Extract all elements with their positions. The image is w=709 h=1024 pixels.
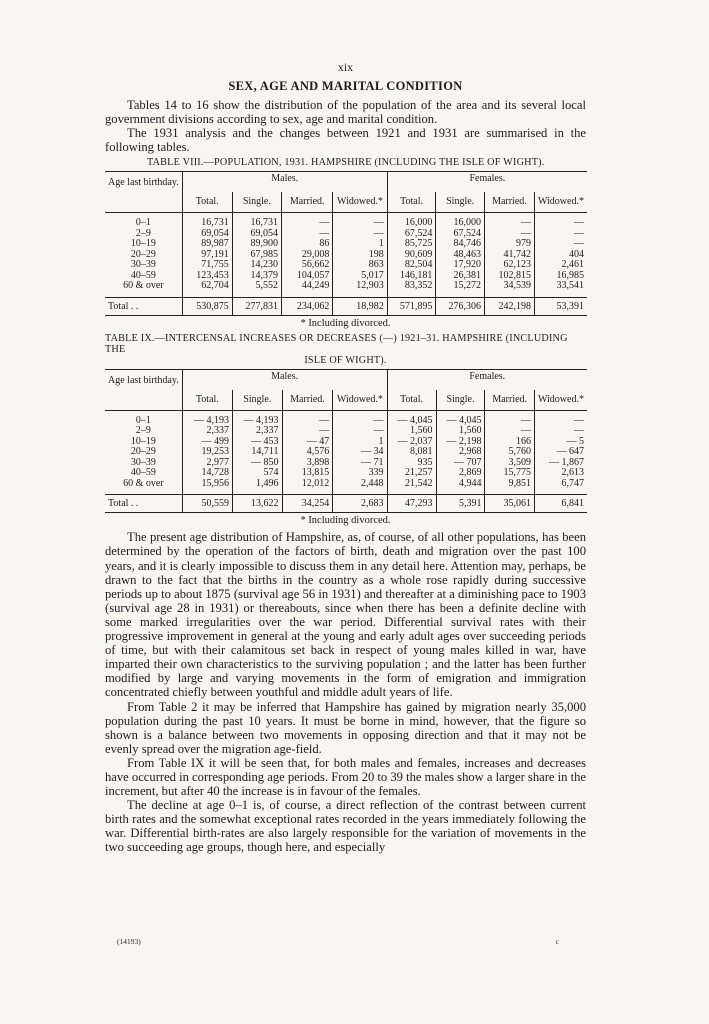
table-cell: — 499 bbox=[182, 437, 232, 448]
table-cell: 40–59 bbox=[130, 269, 156, 281]
table-cell: 15,775 bbox=[485, 468, 534, 479]
table-cell: 12,012 bbox=[282, 479, 333, 490]
print-code: (14193) bbox=[117, 937, 141, 946]
table-cell: 104,057 bbox=[282, 271, 333, 282]
table-cell: 530,875 bbox=[182, 297, 232, 315]
table-cell: 3,509 bbox=[485, 458, 534, 469]
table-cell: 863 bbox=[333, 260, 387, 271]
table-cell: 1 bbox=[333, 437, 387, 448]
table-row bbox=[105, 426, 587, 437]
table-cell: 41,742 bbox=[484, 250, 534, 261]
table-cell: — bbox=[485, 426, 534, 437]
table-cell: 53,391 bbox=[534, 297, 587, 315]
table-cell: 14,728 bbox=[182, 468, 232, 479]
table-cell: 56,662 bbox=[282, 260, 333, 271]
table-cell: — 453 bbox=[232, 437, 282, 448]
table-cell: — 4,193 bbox=[232, 416, 282, 427]
table-row bbox=[105, 229, 587, 240]
table-cell: 62,704 bbox=[182, 281, 232, 292]
table-cell: 5,760 bbox=[485, 447, 534, 458]
table8-males-header: Males. bbox=[182, 172, 387, 193]
intro-paragraph-2: The 1931 analysis and the changes between 1921 and 1931 are summarised in the following tables. bbox=[105, 126, 586, 155]
table-cell: — bbox=[333, 426, 387, 437]
table-cell: 2,977 bbox=[182, 458, 232, 469]
table9-col-header: Widowed.* bbox=[534, 390, 587, 411]
table-cell: — bbox=[534, 218, 587, 229]
table-row bbox=[105, 416, 587, 427]
table-cell: — bbox=[534, 229, 587, 240]
table-cell: 198 bbox=[333, 250, 387, 261]
table-cell: 16,985 bbox=[534, 271, 587, 282]
table-cell: — bbox=[534, 239, 587, 250]
table-cell: — bbox=[282, 426, 333, 437]
table-cell: 26,381 bbox=[436, 271, 485, 282]
table-cell: 9,851 bbox=[485, 479, 534, 490]
page-number: xix bbox=[337, 60, 354, 74]
table9-footnote: * Including divorced. bbox=[300, 515, 391, 527]
table-cell: 2,337 bbox=[232, 426, 282, 437]
table-cell: 35,061 bbox=[485, 495, 534, 513]
table-cell: — 1,867 bbox=[534, 458, 587, 469]
table-cell: 14,379 bbox=[232, 271, 281, 282]
table9-col-header: Married. bbox=[282, 390, 333, 411]
table-cell: 15,272 bbox=[436, 281, 485, 292]
table-cell: 4,944 bbox=[436, 479, 485, 490]
table-cell: 8,081 bbox=[387, 447, 436, 458]
table-cell: 979 bbox=[484, 239, 534, 250]
table9-males-header: Males. bbox=[182, 369, 387, 390]
table-cell: 2,968 bbox=[436, 447, 485, 458]
table-cell: — 647 bbox=[534, 447, 587, 458]
table-cell: 16,000 bbox=[436, 218, 485, 229]
table-cell: 146,181 bbox=[387, 271, 436, 282]
table9-col-header: Single. bbox=[232, 390, 282, 411]
table9 bbox=[105, 369, 587, 514]
table-cell: 4,576 bbox=[282, 447, 333, 458]
table-cell: 67,524 bbox=[387, 229, 436, 240]
table-cell: 50,559 bbox=[182, 495, 232, 513]
table-cell: 2,869 bbox=[436, 468, 485, 479]
table-row bbox=[105, 281, 587, 292]
table8-col-header: Married. bbox=[282, 192, 333, 213]
table-cell: 90,609 bbox=[387, 250, 436, 261]
table-cell: 34,539 bbox=[484, 281, 534, 292]
table-cell: Total . . bbox=[105, 495, 182, 513]
table-cell: 16,731 bbox=[182, 218, 232, 229]
table-cell: 47,293 bbox=[387, 495, 436, 513]
body-paragraph-4: The decline at age 0–1 is, of course, a direct reflection of the contrast between current birth rates and the somewhat exceptional rates recorded in the years immediately following the war. Differential birth-rates are also largely responsible for the variation of movements in the two succeeding age groups, though here, and especially bbox=[105, 798, 586, 855]
intro-paragraph-1: Tables 14 to 16 show the distribution of the population of the area and its several local government divisions according to sex, age and marital condition. bbox=[105, 98, 586, 127]
table-cell: — 47 bbox=[282, 437, 333, 448]
table-cell: 339 bbox=[333, 468, 387, 479]
table-cell: — bbox=[333, 229, 387, 240]
table-cell: 30–39 bbox=[130, 259, 156, 271]
table-cell: 44,249 bbox=[282, 281, 333, 292]
table-cell: 1,560 bbox=[436, 426, 485, 437]
table-cell: 16,000 bbox=[387, 218, 436, 229]
table-cell: 69,054 bbox=[232, 229, 281, 240]
table-cell: — bbox=[484, 218, 534, 229]
table-cell: 97,191 bbox=[182, 250, 232, 261]
table8-caption: TABLE VIII.—POPULATION, 1931. HAMPSHIRE (INCLUDING THE ISLE OF WIGHT). bbox=[147, 157, 545, 169]
table-cell: 20–29 bbox=[130, 248, 156, 260]
table-cell: 14,230 bbox=[232, 260, 281, 271]
table-cell: — bbox=[282, 229, 333, 240]
table8-col-header: Single. bbox=[436, 192, 485, 213]
table-cell: — bbox=[282, 218, 333, 229]
table-cell: — bbox=[534, 416, 587, 427]
table-cell: 15,956 bbox=[182, 479, 232, 490]
table-cell: Total . . bbox=[105, 297, 182, 315]
table-cell: 29,008 bbox=[282, 250, 333, 261]
table-cell: 69,054 bbox=[182, 229, 232, 240]
table-cell: 17,920 bbox=[436, 260, 485, 271]
table9-caption-line2: ISLE OF WIGHT). bbox=[304, 354, 387, 366]
table8-total-row bbox=[105, 297, 587, 315]
table-cell: 60 & over bbox=[123, 280, 164, 292]
table9-caption-line1: TABLE IX.—INTERCENSAL INCREASES OR DECREASES (—) 1921–31. HAMPSHIRE (INCLUDING THE bbox=[105, 332, 568, 355]
table-cell: 82,504 bbox=[387, 260, 436, 271]
table-cell: 10–19 bbox=[130, 435, 156, 447]
table-cell: — 4,045 bbox=[436, 416, 485, 427]
table-cell: 2,683 bbox=[333, 495, 387, 513]
table-cell: 6,747 bbox=[534, 479, 587, 490]
table-cell: 67,524 bbox=[436, 229, 485, 240]
table-cell: — bbox=[484, 229, 534, 240]
table-cell: 234,062 bbox=[282, 297, 333, 315]
table-row bbox=[105, 218, 587, 229]
table-cell: 2,613 bbox=[534, 468, 587, 479]
table-cell: 60 & over bbox=[123, 477, 164, 489]
table8-col-header: Married. bbox=[484, 192, 534, 213]
table-cell: 48,463 bbox=[436, 250, 485, 261]
table-cell: 83,352 bbox=[387, 281, 436, 292]
table-cell: 0–1 bbox=[135, 217, 151, 229]
table-cell: 102,815 bbox=[484, 271, 534, 282]
table-cell: — bbox=[333, 416, 387, 427]
table-cell: 33,541 bbox=[534, 281, 587, 292]
table-cell: 3,898 bbox=[282, 458, 333, 469]
table-cell: — bbox=[534, 426, 587, 437]
table-cell: 18,982 bbox=[333, 297, 387, 315]
table-cell: 1,496 bbox=[232, 479, 282, 490]
table-cell: 21,257 bbox=[387, 468, 436, 479]
table-cell: 13,622 bbox=[232, 495, 282, 513]
table-cell: 85,725 bbox=[387, 239, 436, 250]
table8-col-header: Widowed.* bbox=[333, 192, 387, 213]
table-cell: 21,542 bbox=[387, 479, 436, 490]
table9-age-header: Age last birthday. bbox=[105, 369, 182, 410]
table-cell: 20–29 bbox=[130, 446, 156, 458]
table-cell: 62,123 bbox=[484, 260, 534, 271]
table-cell: 34,254 bbox=[282, 495, 333, 513]
table-row bbox=[105, 479, 587, 490]
table-cell: 13,815 bbox=[282, 468, 333, 479]
table9-col-header: Widowed.* bbox=[333, 390, 387, 411]
table-cell: 84,746 bbox=[436, 239, 485, 250]
table-cell: 5,552 bbox=[232, 281, 281, 292]
table8 bbox=[105, 171, 587, 316]
table-cell: 30–39 bbox=[130, 456, 156, 468]
table-cell: 71,755 bbox=[182, 260, 232, 271]
table-cell: 574 bbox=[232, 468, 282, 479]
table-cell: — 4,193 bbox=[182, 416, 232, 427]
table8-age-header: Age last birthday. bbox=[105, 172, 182, 213]
body-paragraph-1: The present age distribution of Hampshire, as, of course, of all other populations, has been determined by the operation of the factors of birth, death and migration over the past 100 years, and it is clearly impossible to discuss them in any detail here. Attention may, perhaps, be drawn to the fact that the births in the country as a whole rose rapidly during successive periods up to about 1875 (survival age 56 in 1931) and thereafter at a diminishing pace to 1903 (survival age 28 in 1931) or thereabouts, since when there has been a definite decline with some marked irregularities over the war period. Differential survival rates with their progressive improvement in general at the young and early adult ages over succeeding periods of time, but with their calamitous set back in respect of young males killed in war, have imparted their own characteristics to the surviving population ; and the latter has been further modified by large and varying movements in the form of emigration and immigration concentrated chiefly between youthful and middle adult years of life. bbox=[105, 530, 586, 700]
table9-caption bbox=[105, 333, 586, 366]
table-cell: 89,900 bbox=[232, 239, 281, 250]
table-cell: 5,017 bbox=[333, 271, 387, 282]
table-cell: 14,711 bbox=[232, 447, 282, 458]
table-cell: 2,337 bbox=[182, 426, 232, 437]
table8-col-header: Total. bbox=[182, 192, 232, 213]
table-cell: 404 bbox=[534, 250, 587, 261]
table8-col-header: Total. bbox=[387, 192, 436, 213]
table-cell: 2,448 bbox=[333, 479, 387, 490]
table-cell: 276,306 bbox=[436, 297, 485, 315]
table8-col-header: Widowed.* bbox=[534, 192, 587, 213]
table-cell: — bbox=[282, 416, 333, 427]
table9-total-row bbox=[105, 495, 587, 513]
table-cell: — 850 bbox=[232, 458, 282, 469]
table-cell: 40–59 bbox=[130, 467, 156, 479]
table-cell: 12,903 bbox=[333, 281, 387, 292]
table-cell: 166 bbox=[485, 437, 534, 448]
table-cell: 935 bbox=[387, 458, 436, 469]
table-cell: 1 bbox=[333, 239, 387, 250]
table-cell: 16,731 bbox=[232, 218, 281, 229]
table-cell: 2,461 bbox=[534, 260, 587, 271]
table-cell: 89,987 bbox=[182, 239, 232, 250]
table-cell: 123,453 bbox=[182, 271, 232, 282]
table-cell: — 5 bbox=[534, 437, 587, 448]
table-cell: 2–9 bbox=[135, 425, 151, 437]
table-cell: — 4,045 bbox=[387, 416, 436, 427]
table-cell: 1,560 bbox=[387, 426, 436, 437]
table-cell: — 707 bbox=[436, 458, 485, 469]
table-cell: 19,253 bbox=[182, 447, 232, 458]
signature-mark: c bbox=[555, 937, 559, 946]
table-cell: 67,985 bbox=[232, 250, 281, 261]
table-cell: 10–19 bbox=[130, 238, 156, 250]
table-cell: 0–1 bbox=[135, 414, 151, 426]
table-cell: — 71 bbox=[333, 458, 387, 469]
table-cell: — 2,037 bbox=[387, 437, 436, 448]
table-cell: — 34 bbox=[333, 447, 387, 458]
table8-females-header: Females. bbox=[387, 172, 587, 193]
table9-col-header: Single. bbox=[436, 390, 485, 411]
table8-col-header: Single. bbox=[232, 192, 281, 213]
body-paragraph-3: From Table IX it will be seen that, for both males and females, increases and decreases have occurred in corresponding age periods. From 20 to 39 the males show a larger share in the increment, but after 40 the increase is in favour of the females. bbox=[105, 755, 586, 799]
table9-col-header: Total. bbox=[182, 390, 232, 411]
table-cell: 86 bbox=[282, 239, 333, 250]
table9-females-header: Females. bbox=[387, 369, 587, 390]
table-cell: 6,841 bbox=[534, 495, 587, 513]
table-cell: 242,198 bbox=[484, 297, 534, 315]
table9-col-header: Total. bbox=[387, 390, 436, 411]
table-cell: 571,895 bbox=[387, 297, 436, 315]
table-cell: — bbox=[485, 416, 534, 427]
table-cell: — bbox=[333, 218, 387, 229]
table-cell: — 2,198 bbox=[436, 437, 485, 448]
table-cell: 2–9 bbox=[135, 227, 151, 239]
table-cell: 5,391 bbox=[436, 495, 485, 513]
body-paragraph-2: From Table 2 it may be inferred that Hampshire has gained by migration nearly 35,000 population during the past 10 years. It must be borne in mind, however, that the figure so shown is a balance between two movements in opposing direction and that it may not be evenly spread over the migration age-field. bbox=[105, 699, 586, 756]
page-footer bbox=[117, 937, 559, 946]
section-title: SEX, AGE AND MARITAL CONDITION bbox=[228, 79, 463, 93]
table-cell: 277,831 bbox=[232, 297, 281, 315]
table9-col-header: Married. bbox=[485, 390, 534, 411]
table8-footnote: * Including divorced. bbox=[300, 317, 391, 329]
